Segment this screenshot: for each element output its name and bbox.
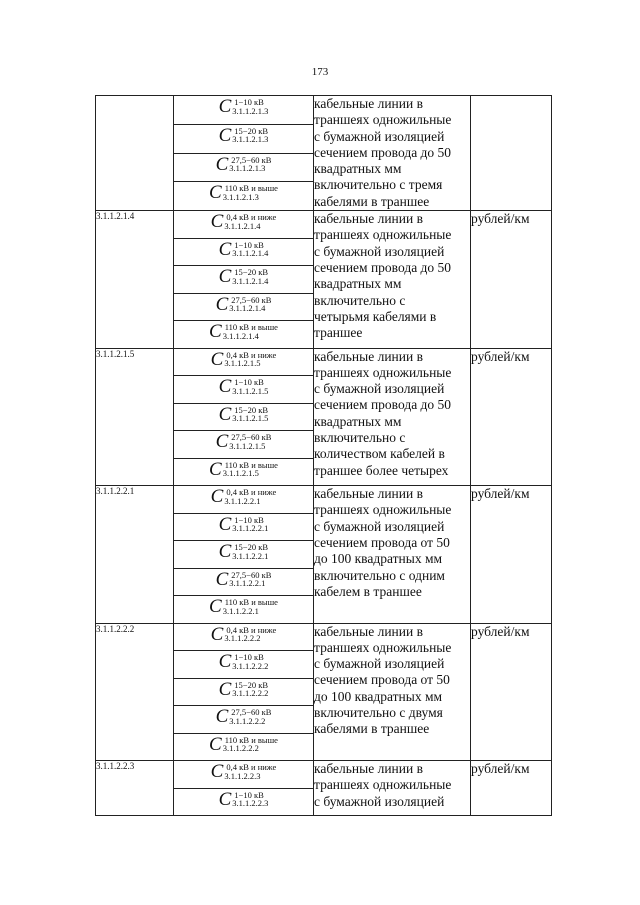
formula-letter: C [209, 733, 222, 755]
voltage-superscript: 1−10 кВ [234, 377, 264, 388]
formula-scripts [232, 98, 268, 115]
voltage-superscript: 15−20 кВ [234, 542, 268, 553]
formula-scripts [224, 351, 276, 368]
formula-letter: C [218, 403, 232, 425]
formula-letter: C [218, 96, 232, 118]
rate-formula [211, 211, 277, 231]
rate-formula [211, 761, 277, 781]
index-subscript: 3.1.1.2.1.4 [224, 220, 261, 231]
voltage-superscript: 0,4 кВ и ниже [226, 212, 277, 223]
rate-symbol-cell [174, 733, 314, 761]
rate-formula [216, 154, 272, 174]
formula-letter: C [210, 623, 224, 645]
formula-scripts [229, 296, 271, 313]
formula-scripts [232, 241, 268, 258]
formula-scripts [232, 653, 268, 670]
item-code: 3.1.1.2.2.1 [96, 486, 174, 624]
voltage-superscript: 0,4 кВ и ниже [226, 624, 277, 635]
item-code: 3.1.1.2.1.5 [96, 348, 174, 486]
table-row [96, 761, 552, 789]
item-unit: рублей/км [471, 211, 552, 349]
rate-formula [216, 569, 272, 589]
rate-formula [216, 706, 272, 726]
item-description: кабельные линии в траншеях одножильные с бумажной изоляцией сечением провода от 50 до 100 квадратных мм включительно с двумя кабелями в траншее [314, 623, 471, 761]
rate-symbol-cell [174, 376, 314, 404]
index-subscript: 3.1.1.2.1.4 [232, 275, 269, 286]
rate-formula [219, 679, 269, 699]
voltage-superscript: 110 кВ и выше [224, 322, 278, 333]
rate-symbol-cell [174, 568, 314, 596]
voltage-superscript: 110 кВ и выше [224, 734, 278, 745]
index-subscript: 3.1.1.2.2.3 [232, 798, 269, 809]
voltage-superscript: 15−20 кВ [234, 267, 268, 278]
formula-letter: C [209, 321, 222, 343]
voltage-superscript: 0,4 кВ и ниже [226, 487, 277, 498]
formula-scripts [232, 406, 268, 423]
formula-letter: C [218, 238, 232, 260]
formula-scripts [224, 488, 276, 505]
rate-formula [209, 459, 278, 479]
rate-formula [219, 404, 269, 424]
formula-letter: C [209, 458, 222, 480]
rate-formula [219, 96, 269, 116]
formula-scripts [223, 461, 278, 478]
rate-formula [219, 541, 269, 561]
index-subscript: 3.1.1.2.1.3 [222, 191, 259, 202]
rate-symbol-cell [174, 651, 314, 679]
rate-symbol-cell [174, 706, 314, 734]
rate-symbol-cell [174, 596, 314, 624]
formula-letter: C [218, 124, 232, 146]
item-unit [471, 96, 552, 211]
voltage-superscript: 27,5−60 кВ [231, 154, 272, 165]
index-subscript: 3.1.1.2.1.5 [224, 358, 261, 369]
formula-scripts [232, 543, 268, 560]
formula-scripts [224, 763, 276, 780]
index-subscript: 3.1.1.2.2.2 [222, 743, 259, 754]
index-subscript: 3.1.1.2.1.4 [222, 330, 259, 341]
rate-formula [219, 789, 269, 809]
formula-letter: C [218, 788, 232, 810]
rate-formula [219, 239, 269, 259]
formula-scripts [224, 626, 276, 643]
index-subscript: 3.1.1.2.1.3 [232, 105, 269, 116]
formula-letter: C [218, 513, 232, 535]
formula-scripts [232, 378, 268, 395]
formula-scripts [232, 127, 268, 144]
formula-scripts [232, 791, 268, 808]
voltage-superscript: 27,5−60 кВ [231, 294, 272, 305]
item-unit: рублей/км [471, 761, 552, 816]
rate-symbol-cell [174, 321, 314, 349]
voltage-superscript: 0,4 кВ и ниже [226, 762, 277, 773]
index-subscript: 3.1.1.2.1.5 [232, 413, 269, 424]
voltage-superscript: 27,5−60 кВ [231, 432, 272, 443]
voltage-superscript: 1−10 кВ [234, 239, 264, 250]
tariff-table [95, 95, 552, 816]
voltage-superscript: 27,5−60 кВ [231, 707, 272, 718]
index-subscript: 3.1.1.2.1.3 [229, 163, 266, 174]
rate-formula [209, 596, 278, 616]
rate-symbol-cell [174, 403, 314, 431]
index-subscript: 3.1.1.2.1.5 [232, 385, 269, 396]
rate-symbol-cell [174, 293, 314, 321]
formula-scripts [232, 268, 268, 285]
formula-letter: C [218, 266, 232, 288]
rate-formula [216, 431, 272, 451]
formula-scripts [223, 598, 278, 615]
formula-letter: C [218, 541, 232, 563]
item-unit: рублей/км [471, 348, 552, 486]
item-description: кабельные линии в траншеях одножильные с бумажной изоляцией [314, 761, 471, 816]
voltage-superscript: 27,5−60 кВ [231, 569, 272, 580]
formula-letter: C [215, 153, 229, 175]
index-subscript: 3.1.1.2.2.1 [229, 578, 266, 589]
rate-formula [211, 624, 277, 644]
index-subscript: 3.1.1.2.1.5 [229, 440, 266, 451]
formula-letter: C [209, 182, 222, 204]
rate-symbol-cell [174, 678, 314, 706]
rate-formula [209, 734, 278, 754]
formula-letter: C [210, 348, 224, 370]
rate-symbol-cell [174, 788, 314, 816]
formula-scripts [229, 156, 271, 173]
formula-letter: C [210, 486, 224, 508]
voltage-superscript: 110 кВ и выше [224, 597, 278, 608]
index-subscript: 3.1.1.2.2.2 [224, 633, 261, 644]
rate-symbol-cell [174, 348, 314, 376]
index-subscript: 3.1.1.2.2.2 [232, 688, 269, 699]
voltage-superscript: 110 кВ и выше [224, 183, 278, 194]
formula-scripts [223, 736, 278, 753]
index-subscript: 3.1.1.2.1.4 [232, 248, 269, 259]
rate-symbol-cell [174, 623, 314, 651]
rate-formula [209, 182, 278, 202]
formula-letter: C [215, 706, 229, 728]
rate-symbol-cell [174, 486, 314, 514]
formula-scripts [224, 213, 276, 230]
index-subscript: 3.1.1.2.2.1 [224, 495, 261, 506]
item-code [96, 96, 174, 211]
voltage-superscript: 1−10 кВ [234, 514, 264, 525]
formula-scripts [232, 681, 268, 698]
formula-letter: C [218, 678, 232, 700]
voltage-superscript: 1−10 кВ [234, 97, 264, 108]
voltage-superscript: 15−20 кВ [234, 125, 268, 136]
rate-symbol-cell [174, 124, 314, 153]
index-subscript: 3.1.1.2.2.2 [229, 715, 266, 726]
rate-symbol-cell [174, 458, 314, 486]
item-description: кабельные линии в траншеях одножильные с бумажной изоляцией сечением провода до 50 квадратных мм включительно с тремя кабелями в траншее [314, 96, 471, 211]
formula-letter: C [210, 211, 224, 233]
formula-letter: C [209, 596, 222, 618]
formula-scripts [223, 184, 278, 201]
item-unit: рублей/км [471, 486, 552, 624]
voltage-superscript: 110 кВ и выше [224, 459, 278, 470]
voltage-superscript: 15−20 кВ [234, 679, 268, 690]
item-code: 3.1.1.2.1.4 [96, 211, 174, 349]
formula-letter: C [218, 651, 232, 673]
rate-symbol-cell [174, 266, 314, 294]
rate-formula [219, 651, 269, 671]
voltage-superscript: 0,4 кВ и ниже [226, 349, 277, 360]
formula-letter: C [218, 376, 232, 398]
rate-symbol-cell [174, 211, 314, 239]
formula-letter: C [215, 431, 229, 453]
rate-formula [211, 349, 277, 369]
rate-symbol-cell [174, 182, 314, 211]
voltage-superscript: 15−20 кВ [234, 404, 268, 415]
table-row [96, 211, 552, 239]
voltage-superscript: 1−10 кВ [234, 652, 264, 663]
index-subscript: 3.1.1.2.1.4 [229, 303, 266, 314]
formula-letter: C [215, 568, 229, 590]
formula-letter: C [210, 761, 224, 783]
index-subscript: 3.1.1.2.1.5 [222, 468, 259, 479]
formula-letter: C [215, 293, 229, 315]
rate-formula [219, 376, 269, 396]
rate-symbol-cell [174, 761, 314, 789]
rate-formula [219, 266, 269, 286]
rate-formula [216, 294, 272, 314]
index-subscript: 3.1.1.2.2.1 [232, 550, 269, 561]
table-body [96, 96, 552, 816]
rate-formula [209, 321, 278, 341]
rate-symbol-cell [174, 541, 314, 569]
index-subscript: 3.1.1.2.2.1 [232, 523, 269, 534]
item-description: кабельные линии в траншеях одножильные с бумажной изоляцией сечением провода до 50 квадратных мм включительно с четырьмя кабелями в траншее [314, 211, 471, 349]
rate-symbol-cell [174, 96, 314, 125]
table-row [96, 96, 552, 125]
table-row [96, 486, 552, 514]
item-unit: рублей/км [471, 623, 552, 761]
rate-symbol-cell [174, 238, 314, 266]
rate-symbol-cell [174, 153, 314, 182]
item-code: 3.1.1.2.2.2 [96, 623, 174, 761]
item-description: кабельные линии в траншеях одножильные с бумажной изоляцией сечением провода до 50 квадратных мм включительно с количеством кабелей в траншее более четырех [314, 348, 471, 486]
formula-scripts [229, 708, 271, 725]
index-subscript: 3.1.1.2.2.2 [232, 660, 269, 671]
rate-formula [219, 125, 269, 145]
index-subscript: 3.1.1.2.2.1 [222, 605, 259, 616]
voltage-superscript: 1−10 кВ [234, 789, 264, 800]
page-number: 173 [311, 66, 329, 78]
rate-symbol-cell [174, 431, 314, 459]
table-row [96, 623, 552, 651]
item-code: 3.1.1.2.2.3 [96, 761, 174, 816]
rate-formula [211, 486, 277, 506]
rate-symbol-cell [174, 513, 314, 541]
formula-scripts [229, 433, 271, 450]
formula-scripts [229, 571, 271, 588]
index-subscript: 3.1.1.2.1.3 [232, 134, 269, 145]
table-row [96, 348, 552, 376]
item-description: кабельные линии в траншеях одножильные с бумажной изоляцией сечением провода от 50 до 100 квадратных мм включительно с одним кабелем в траншее [314, 486, 471, 624]
index-subscript: 3.1.1.2.2.3 [224, 770, 261, 781]
rate-formula [219, 514, 269, 534]
formula-scripts [223, 323, 278, 340]
formula-scripts [232, 516, 268, 533]
